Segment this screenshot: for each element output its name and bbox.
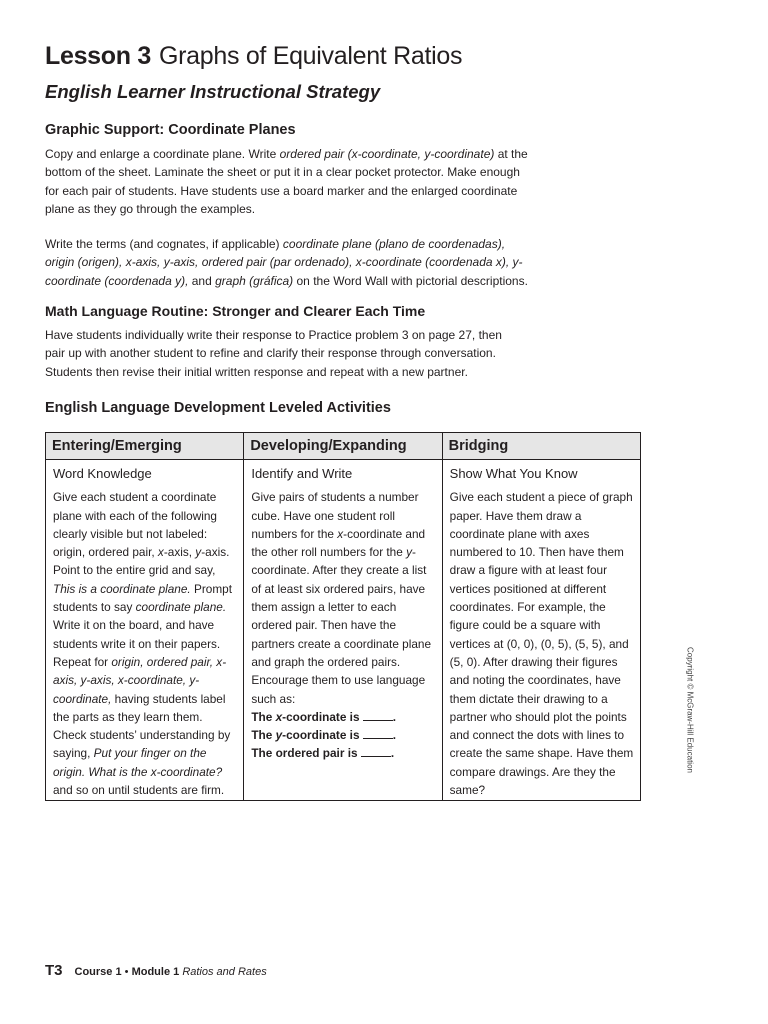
text-segment-italic: This is a coordinate plane. [53, 581, 191, 596]
sentence-frame [251, 744, 435, 762]
text-segment: Prompt students to say [53, 581, 233, 615]
text-segment-italic: origin, ordered pair, x-axis, y-axis, x-coordinate, y-coordinate, [53, 654, 227, 706]
frame-text: . [392, 709, 397, 724]
graphic-support-heading: Graphic Support: Coordinate Planes [45, 122, 296, 138]
course-label: Course 1 [74, 966, 122, 978]
answer-blank [363, 710, 393, 721]
column-body [244, 460, 441, 763]
text-segment: -axis. Point to the entire grid and say, [53, 545, 230, 578]
column-subheading: Show What You Know [449, 466, 578, 481]
eld-column-bridging [442, 433, 640, 800]
lesson-name: Graphs of Equivalent Ratios [158, 42, 463, 70]
answer-blank [363, 728, 393, 739]
text-segment: Give pairs of students a number cube. Have one student roll numbers for the [251, 490, 419, 541]
footer-separator: • [124, 966, 129, 978]
frame-text: . [392, 728, 397, 743]
graphic-support-paragraph-1 [45, 145, 535, 218]
text-segment-italic: y [406, 545, 412, 560]
text-segment: -axis, [163, 545, 196, 560]
text-segment: -coordinate. After they create a list of at least six ordered pairs, have them assign a letter to each ordered pair. Then have the partners create a coordinate plane and graph the ordered pairs. Encourage them to use language such as: [251, 545, 432, 706]
column-text: Give each student a piece of graph paper. Have them draw a coordinate plane with axes numbered to 10. Then have them draw a figure with at least four vertices positioned at different coordinates. For example, the figure could be a square with vertices at (0, 0), (0, 5), (5, 5), and (5, 0). After drawing their figures and noting the coordinates, have them dictate their drawing to a partner who should plot the points and connect the dots with lines to create the same shape. Have them compare drawings. Are they the same? [449, 490, 634, 798]
column-text [53, 488, 237, 799]
column-text [251, 488, 435, 708]
frame-text: . [390, 746, 395, 761]
text-segment-italic: Put your finger on the origin. What is the x-coordinate? [53, 746, 223, 779]
text-segment-italic: coordinate plane (plano de coordenadas), origin (origen), x-axis, y-axis, ordered pair (par ordenado), x-coordinate (coordenada x), y-coordinate (coordenada y), [45, 237, 523, 288]
lesson-title [45, 42, 462, 71]
text-segment: at the bottom of the sheet. Laminate the sheet or put it in a clear pocket protector. Make enough for each pair of students. Have students use a board marker and the enlarged coordinate plane as they go through the examples. [45, 147, 528, 216]
copyright-notice: Copyright © McGraw-Hill Education [685, 647, 695, 773]
lesson-number: Lesson 3 [45, 42, 151, 70]
graphic-support-paragraph-2 [45, 235, 535, 290]
text-segment-italic: ordered pair (x-coordinate, y-coordinate) [279, 147, 495, 161]
text-segment-italic: coordinate plane. [135, 600, 227, 615]
frame-text: The ordered pair is [251, 746, 358, 761]
eld-activities-table [45, 432, 641, 801]
eld-column-developing [243, 433, 441, 800]
column-header: Developing/Expanding [244, 433, 441, 460]
sentence-frame [251, 708, 435, 726]
sentence-frame [251, 726, 435, 744]
frame-text: -coordinate is [282, 709, 360, 724]
column-body [46, 460, 243, 799]
page-subtitle: English Learner Instructional Strategy [45, 81, 381, 102]
text-segment: and so on until students are firm. [53, 783, 225, 798]
text-segment-italic: graph (gráfica) [215, 273, 294, 288]
text-segment: Give each student a coordinate plane with each of the following clearly visible but not labeled: origin, ordered pair, [53, 490, 217, 560]
module-name: Ratios and Rates [182, 966, 267, 978]
math-language-heading: Math Language Routine: Stronger and Clearer Each Time [45, 303, 426, 319]
page-number: T3 [45, 962, 63, 979]
frame-text-italic: y [275, 728, 283, 743]
answer-blank [361, 746, 391, 757]
column-subheading: Word Knowledge [53, 466, 152, 481]
text-segment: and [188, 273, 216, 288]
eld-column-entering [46, 433, 243, 800]
column-header: Entering/Emerging [46, 433, 243, 460]
column-body [443, 460, 640, 799]
text-segment-italic: x [157, 545, 164, 560]
text-segment: Write the terms (and cognates, if applicable) [45, 237, 283, 251]
text-segment-italic: x [337, 526, 344, 541]
text-segment: Write it on the board, and have students write it on their papers. Repeat for [53, 618, 221, 669]
column-subheading: Identify and Write [251, 466, 353, 481]
module-label: Module 1 [131, 966, 180, 978]
page-footer [45, 962, 267, 979]
frame-text: -coordinate is [282, 728, 360, 743]
text-segment: Copy and enlarge a coordinate plane. Write [45, 147, 280, 161]
frame-text: The [251, 709, 276, 724]
text-segment: on the Word Wall with pictorial descriptions. [293, 273, 528, 288]
math-language-paragraph: Have students individually write their response to Practice problem 3 on page 27, then pair up with another student to refine and clarify their response through conversation. Students then revise their initial written response and repeat with a new partner. [45, 328, 502, 379]
text-segment: -coordinate and the other roll numbers for the [251, 526, 426, 560]
text-segment-italic: y [195, 545, 202, 560]
eld-heading: English Language Development Leveled Activities [45, 400, 391, 416]
column-header: Bridging [443, 433, 640, 460]
frame-text-italic: x [275, 709, 283, 724]
text-segment: having students label the parts as they learn them. Check students’ understanding by saying, [53, 691, 231, 761]
frame-text: The [251, 728, 276, 743]
